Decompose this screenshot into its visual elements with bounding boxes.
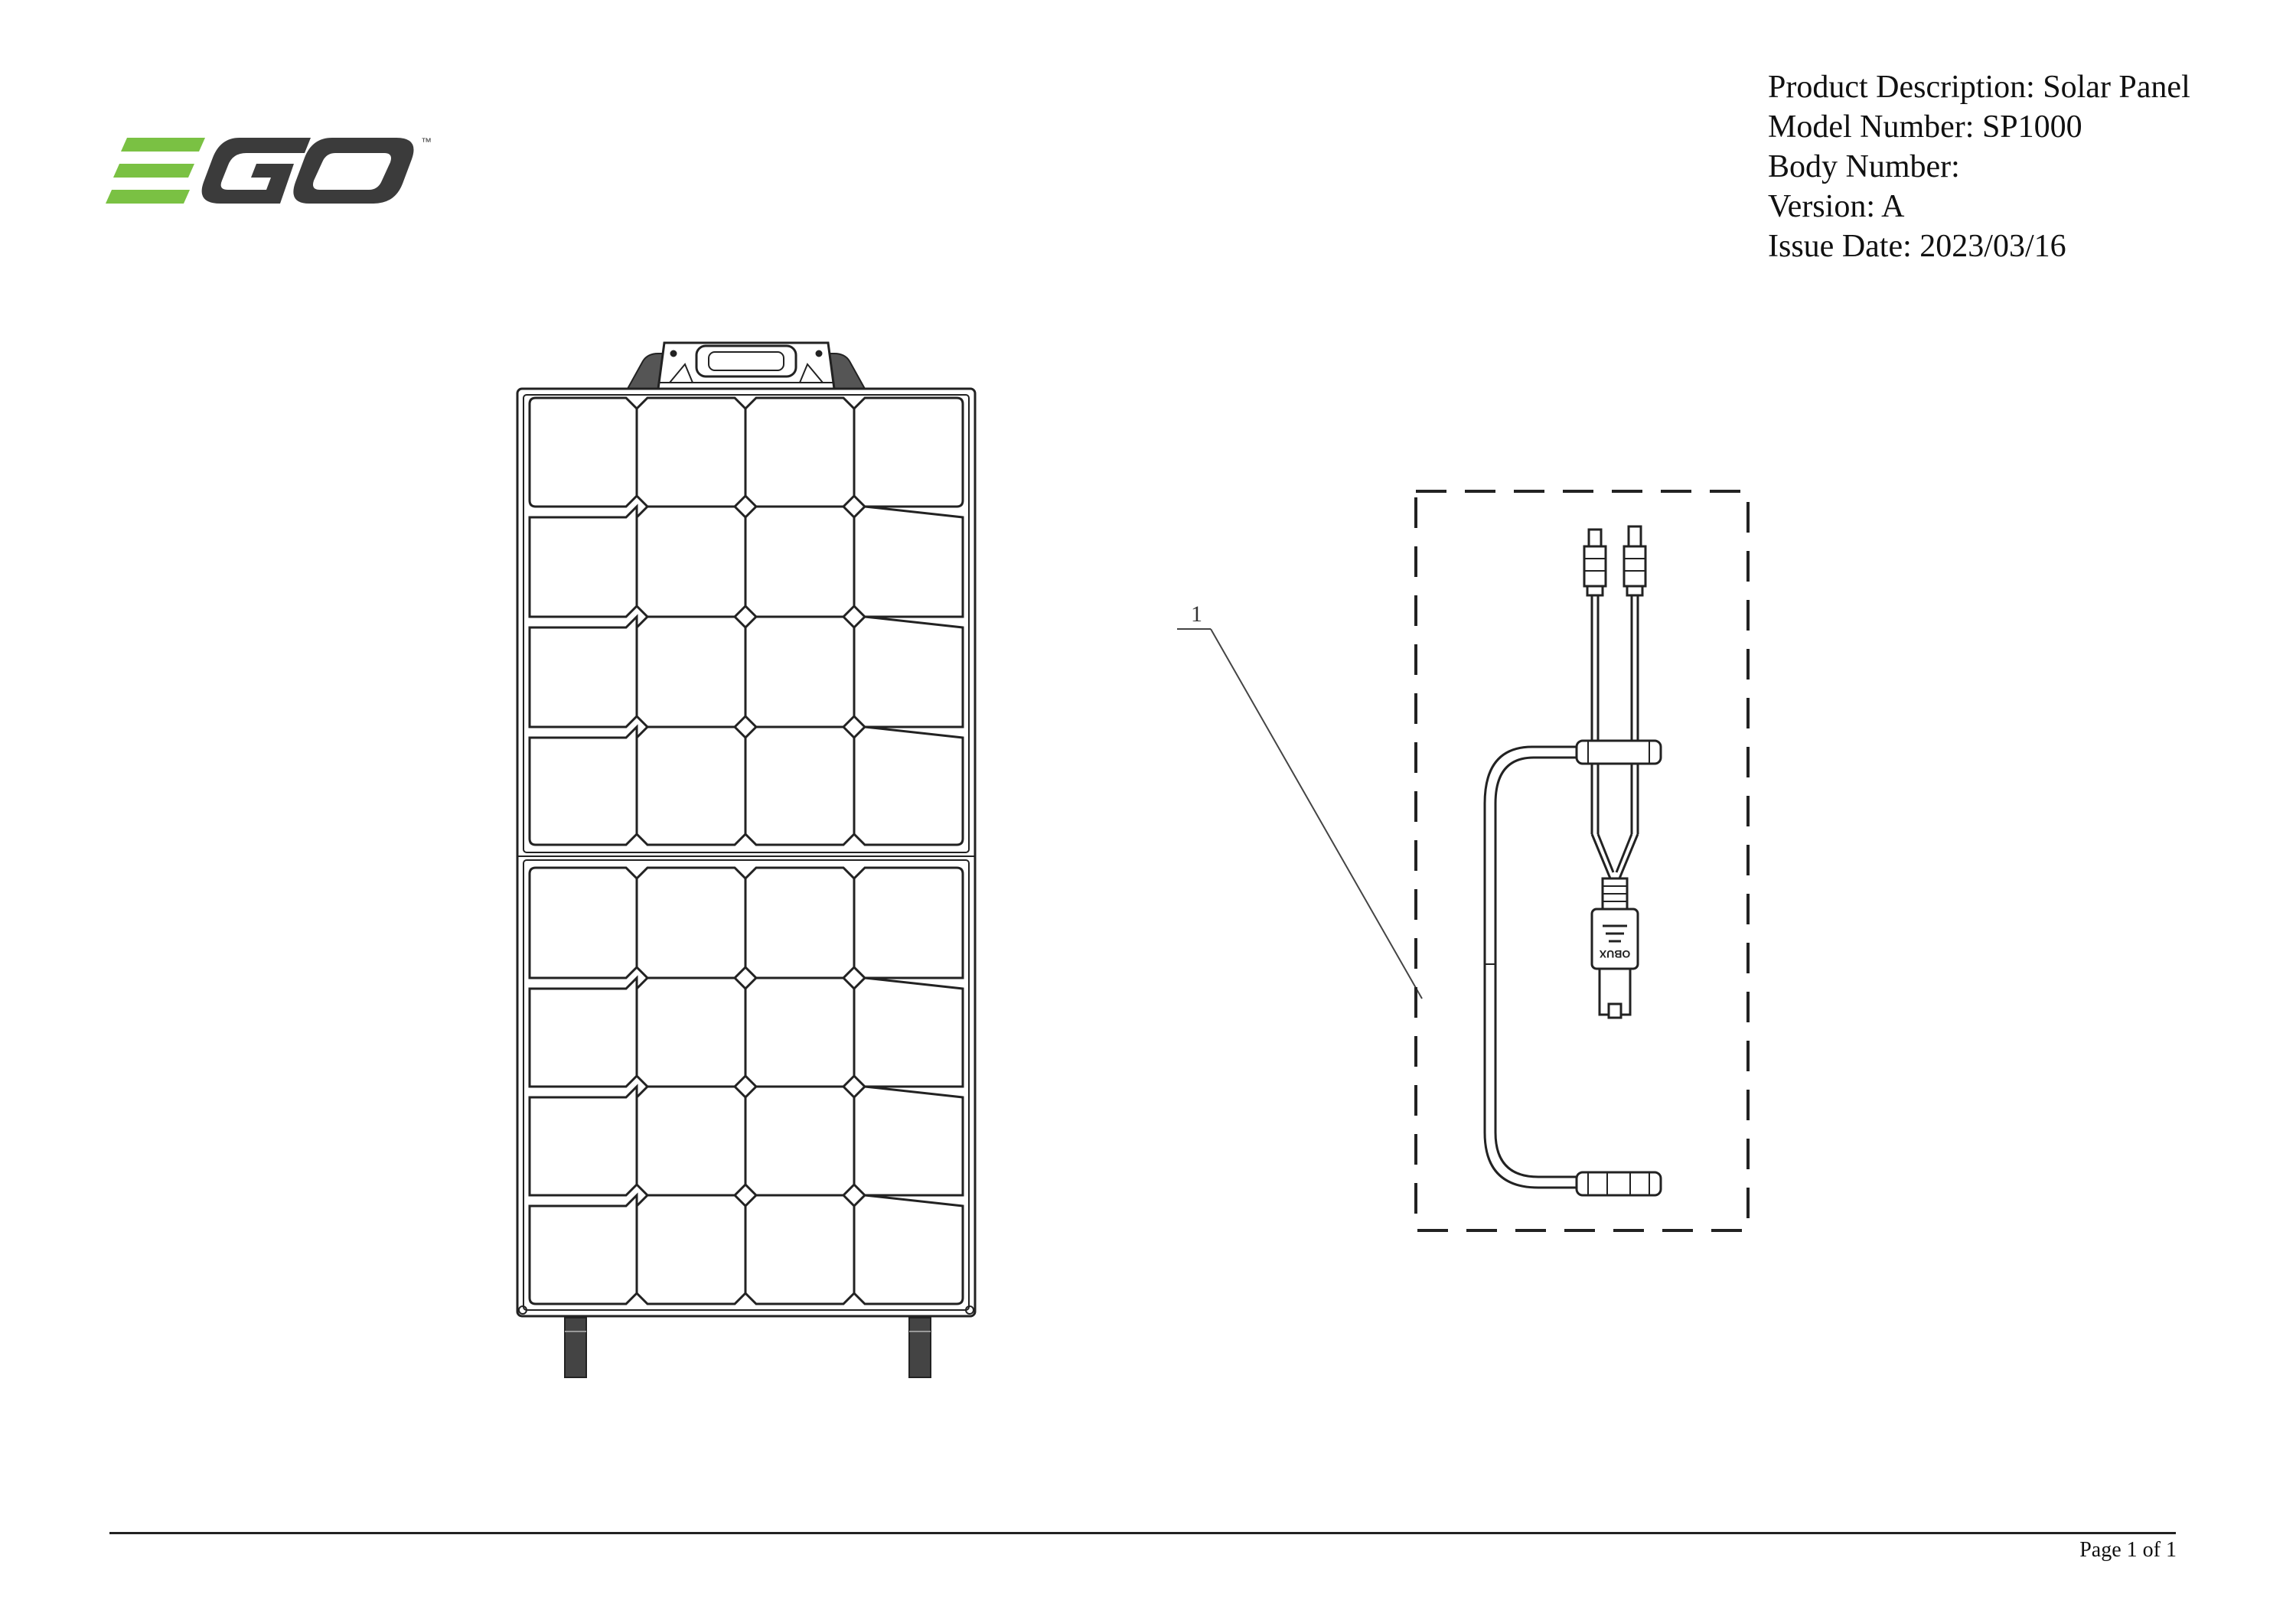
cable-clip-bottom bbox=[1577, 1172, 1661, 1195]
cable-plug-label: OBUX bbox=[1599, 948, 1631, 960]
carry-handle bbox=[628, 343, 865, 389]
cable-assembly bbox=[1485, 526, 1661, 1195]
page-number: Page 1 of 1 bbox=[2079, 1538, 2177, 1562]
callout-1-label: 1 bbox=[1191, 601, 1202, 627]
mc4-connectors bbox=[1584, 526, 1645, 595]
body-number: Body Number: bbox=[1768, 149, 1960, 184]
footer-rule bbox=[109, 1532, 2176, 1534]
panel-legs bbox=[565, 1318, 931, 1377]
issue-date: Issue Date: 2023/03/16 bbox=[1768, 229, 2066, 264]
logo-trademark: ™ bbox=[421, 135, 432, 148]
cable-clip-top bbox=[1577, 741, 1661, 764]
callout-1-leader bbox=[1177, 629, 1422, 999]
product-description: Product Description: Solar Panel bbox=[1768, 70, 2190, 105]
version: Version: A bbox=[1768, 189, 1905, 224]
solar-panel-drawing bbox=[517, 343, 975, 1377]
model-number: Model Number: SP1000 bbox=[1768, 109, 2082, 145]
cable-detail-box bbox=[1416, 491, 1748, 1230]
